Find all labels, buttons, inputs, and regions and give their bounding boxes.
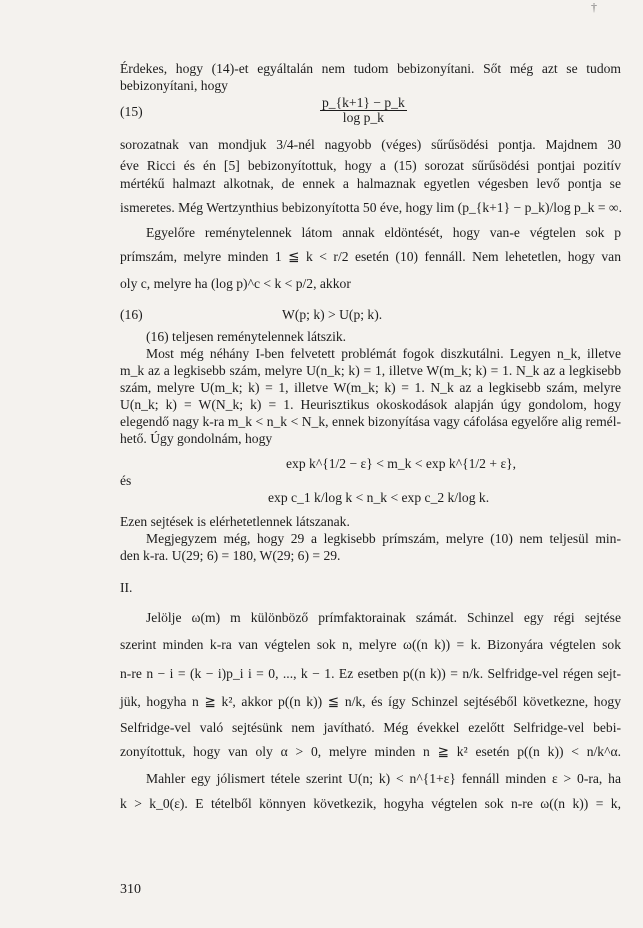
text-line: den k-ra. U(29; 6) = 180, W(29; 6) = 29. <box>120 548 341 563</box>
equation-label-16: (16) <box>120 307 143 322</box>
text-line: Mahler egy jólismert tétele szerint U(n; k) < n^{1+ε} fennáll minden ε > 0-ra, ha <box>146 771 621 786</box>
text-line: mértékű halmazt alkotnak, de ennek a halmaznak egyetlen végesben levő pontja se <box>120 176 621 191</box>
equation-label-15: (15) <box>120 104 143 119</box>
text-line: Megjegyzem még, hogy 29 a legkisebb prímszám, melyre (10) nem teljesül min- <box>146 531 621 546</box>
text-line: oly c, melyre ha (log p)^c < k < p/2, akkor <box>120 276 351 291</box>
text-line: (16) teljesen reménytelennek látszik. <box>146 329 347 344</box>
equation-16: W(p; k) > U(p; k). <box>282 307 383 322</box>
text-line: Ezen sejtések is elérhetetlennek látszanak. <box>120 514 350 529</box>
text-line: Érdekes, hogy (14)-et egyáltalán nem tudom bebizonyítani. Sőt még azt se tudom <box>120 61 621 76</box>
text-line: jük, hogyha n ≧ k², akkor p((n k)) ≦ n/k, és így Schinzel sejtéséből következne, hogy <box>120 694 621 709</box>
text-line: Egyelőre reménytelennek látom annak eldöntését, hogy van-e végtelen sok p <box>146 225 621 240</box>
text-line: bebizonyítani, hogy <box>120 78 228 93</box>
equation-15 <box>320 96 407 125</box>
text-line: éve Ricci és én [5] bebizonyítottuk, hogy a (15) sorozat sűrűsödési pontjai pozitív <box>120 158 621 173</box>
text-line: hető. Úgy gondolnám, hogy <box>120 431 273 446</box>
text-line: elegendő nagy k-ra m_k < n_k < N_k, ennek bizonyítása vagy cáfolása egyelőre alig remél- <box>120 414 621 429</box>
fraction <box>320 96 407 125</box>
page-number: 310 <box>120 882 141 897</box>
text-line: sorozatnak van mondjuk 3/4-nél nagyobb (véges) sűrűsödési pontja. Majdnem 30 <box>120 137 621 152</box>
text-line: szám, melyre U(m_k; k) = 1, illetve W(m_k; k) = 1. N_k az a legkisebb szám, melyre <box>120 380 621 395</box>
text-line: k > k_0(ε). E tételből könnyen következik, hogyha végtelen sok n-re ω((n k)) = k, <box>120 796 621 811</box>
text-line: szerint minden k-ra van végtelen sok n, melyre ω((n k)) = k. Bizonyára végtelen sok <box>120 637 621 652</box>
text-line: U(n_k; k) = W(N_k; k) = 1. Heurisztikus okoskodások alapján úgy gondolom, hogy <box>120 397 621 412</box>
fraction-denominator: log p_k <box>342 110 384 125</box>
text-line: Most még néhány I-ben felvetett problémát fogok diszkutálni. Legyen n_k, illetve <box>146 346 621 361</box>
equation-exp-mk: exp k^{1/2 − ε} < m_k < exp k^{1/2 + ε}, <box>286 456 517 471</box>
text-line: m_k az a legkisebb szám, melyre U(n_k; k) = 1, illetve W(m_k; k) = 1. N_k az a legkisebb <box>120 363 621 378</box>
conjunction-es: és <box>120 473 132 488</box>
fraction-numerator: p_{k+1} − p_k <box>322 95 405 110</box>
text-line: ismeretes. Még Wertzynthius bebizonyította 50 éve, hogy lim (p_{k+1} − p_k)/log p_k = ∞. <box>120 200 622 215</box>
section-heading: II. <box>120 580 133 595</box>
text-line: Selfridge-vel való sejtésünk nem javítható. Még évekkel ezelőtt Selfridge-vel bebi- <box>120 720 621 735</box>
text-line: Jelölje ω(m) m különböző prímfaktorainak számát. Schinzel egy régi sejtése <box>146 610 621 625</box>
text-line: prímszám, melyre minden 1 ≦ k < r/2 esetén (10) fennáll. Nem lehetetlen, hogy van <box>120 249 621 264</box>
text-line: n-re n − i = (k − i)p_i i = 0, ..., k − 1. Ez esetben p((n k)) = n/k. Selfridge-vel régen sejt- <box>120 666 621 681</box>
corner-mark: † <box>591 0 597 14</box>
text-line: zonyítottuk, hogy van oly α > 0, melyre minden n ≧ k² esetén p((n k)) < n/k^α. <box>120 744 621 759</box>
equation-exp-nk: exp c_1 k/log k < n_k < exp c_2 k/log k. <box>268 490 490 505</box>
